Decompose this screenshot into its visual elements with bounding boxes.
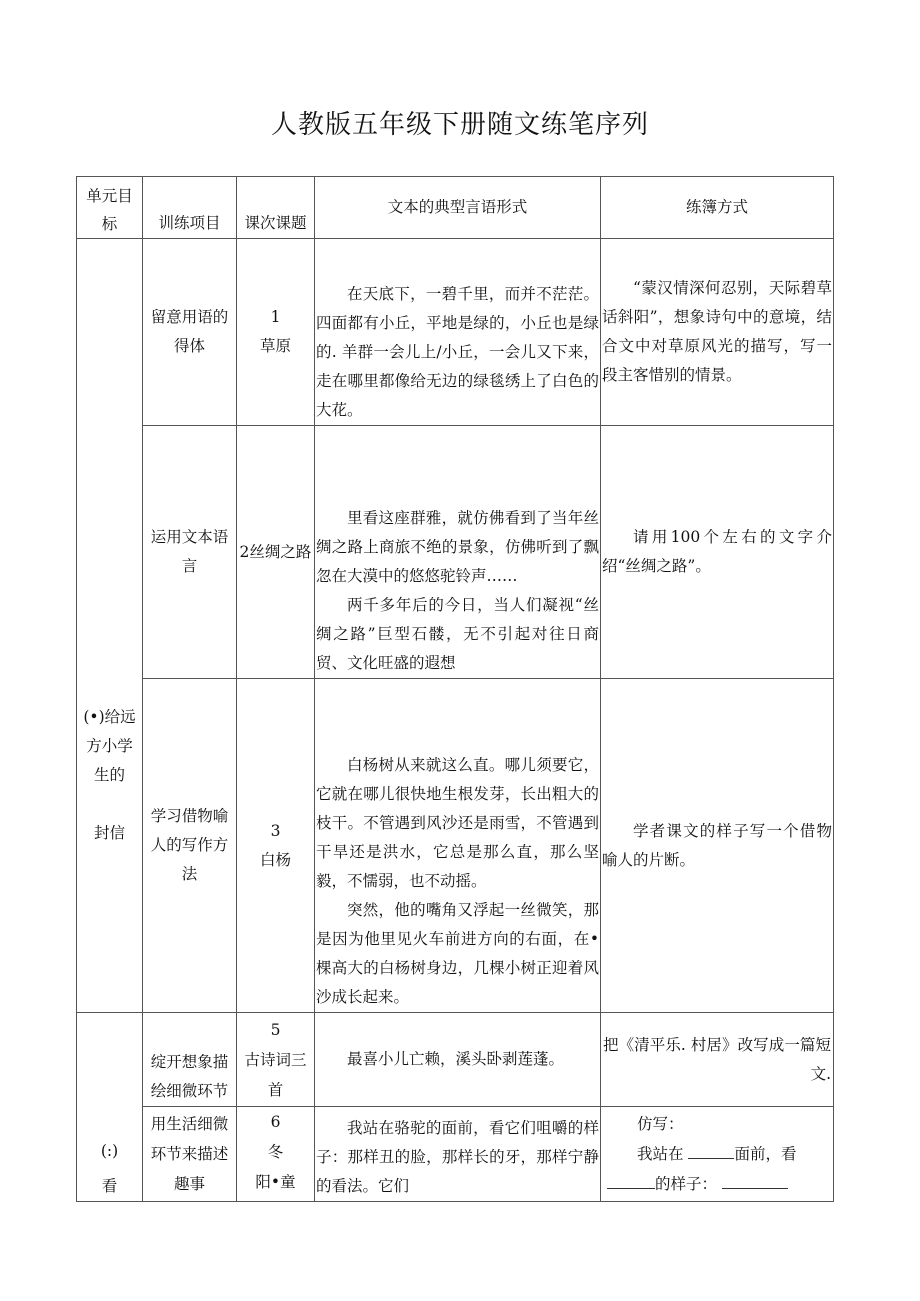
item-cell: 留意用语的得体 bbox=[143, 239, 237, 426]
unit-label: 看 bbox=[101, 1177, 118, 1195]
unit-cell bbox=[77, 1013, 143, 1202]
lesson-title: 冬 bbox=[267, 1143, 284, 1161]
table-row bbox=[77, 1013, 834, 1107]
item-cell: 运用文本语言 bbox=[143, 426, 237, 679]
lesson-title: 丝绸之路 bbox=[249, 542, 312, 561]
fill-blank[interactable] bbox=[607, 1170, 655, 1189]
table-row bbox=[77, 426, 834, 679]
lesson-title: 古诗词三首 bbox=[244, 1050, 307, 1099]
lesson-number: 6 bbox=[270, 1113, 281, 1131]
method-text: 的样子： bbox=[655, 1175, 718, 1193]
unit-label: (•)给远方小学生的 bbox=[83, 708, 136, 784]
table-row bbox=[77, 239, 834, 426]
text-paragraph: 最喜小儿亡赖，溪头卧剥莲蓬。 bbox=[347, 1050, 565, 1068]
lesson-cell bbox=[237, 1013, 315, 1107]
lesson-cell bbox=[237, 426, 315, 679]
method-cell: 请用100个左右的文字介绍“丝绸之路”。 bbox=[601, 426, 834, 679]
header-item: 训练项目 bbox=[143, 177, 237, 239]
item-cell: 用生活细微环节来描述趣事 bbox=[143, 1107, 237, 1202]
item-cell: 绽开想象描绘细微环节 bbox=[143, 1013, 237, 1107]
text-paragraph: 里看这座群雅，就仿佛看到了当年丝绸之路上商旅不绝的景象，仿佛听到了飘忽在大漠中的悠悠驼铃声…… bbox=[316, 509, 599, 585]
unit-label: 封信 bbox=[93, 824, 125, 842]
table-row bbox=[77, 679, 834, 1013]
unit-label: (:) bbox=[100, 1142, 119, 1160]
header-text: 文本的典型言语形式 bbox=[315, 177, 601, 239]
fill-blank[interactable] bbox=[688, 1140, 734, 1159]
item-cell: 学习借物喻人的写作方法 bbox=[143, 679, 237, 1013]
header-unit: 单元目标 bbox=[77, 177, 143, 239]
lesson-number: 1 bbox=[270, 308, 281, 326]
lesson-title: 白杨 bbox=[259, 850, 291, 869]
writing-practice-table bbox=[76, 176, 834, 1202]
lesson-title: 阳•童 bbox=[255, 1173, 296, 1191]
header-method: 练簿方式 bbox=[601, 177, 834, 239]
text-paragraph: 我站在骆驼的面前，看它们咀嚼的样子：那样丑的脸，那样长的牙，那样宁静的看法。它们 bbox=[316, 1119, 599, 1195]
fill-blank[interactable] bbox=[722, 1170, 788, 1189]
lesson-title: 草原 bbox=[259, 337, 291, 355]
method-text: 仿写： bbox=[637, 1115, 684, 1133]
lesson-number: 3 bbox=[270, 821, 281, 840]
method-cell bbox=[601, 1013, 834, 1107]
text-paragraph: 在天底下，一碧千里，而并不茫茫。四面都有小丘，平地是绿的，小丘也是绿的. 羊群一会儿上/小丘，一会儿又下来，走在哪里都像给无边的绿毯绣上了白色的大花。 bbox=[316, 285, 599, 419]
lesson-cell bbox=[237, 239, 315, 426]
header-row bbox=[77, 177, 834, 239]
method-cell bbox=[601, 1107, 834, 1202]
method-text: 把《清平乐. 村居》改写成一篇短文. bbox=[603, 1035, 831, 1083]
text-cell bbox=[315, 239, 601, 426]
text-cell bbox=[315, 426, 601, 679]
text-cell bbox=[315, 1107, 601, 1202]
method-text: 我站在 bbox=[637, 1145, 684, 1163]
text-paragraph: 白杨树从来就这么直。哪儿须要它，它就在哪儿很快地生根发芽，长出粗大的枝干。不管遇到风沙还是雨雪，不管遇到干旱还是洪水，它总是那么直，那么坚毅，不懦弱，也不动摇。 bbox=[316, 756, 599, 890]
lesson-cell bbox=[237, 1107, 315, 1202]
header-lesson: 课次课题 bbox=[237, 177, 315, 239]
lesson-number: 5 bbox=[270, 1020, 281, 1039]
lesson-cell bbox=[237, 679, 315, 1013]
unit-cell bbox=[77, 239, 143, 1013]
text-paragraph: 突然，他的嘴角又浮起一丝微笑，那是因为他里见火车前进方向的右面，在•棵高大的白杨树身边，几棵小树正迎着风沙成长起来。 bbox=[316, 901, 599, 1006]
method-cell: “蒙汉情深何忍别，天际碧草话斜阳”，想象诗句中的意境，结合文中对草原风光的描写，写一段主客惜别的情景。 bbox=[601, 239, 834, 426]
table-row bbox=[77, 1107, 834, 1202]
page-title: 人教版五年级下册随文练笔序列 bbox=[270, 110, 649, 140]
text-paragraph: 两千多年后的今日，当人们凝视“丝绸之路”巨型石髅，无不引起对往日商贸、文化旺盛的遐想 bbox=[316, 596, 599, 672]
method-cell: 学者课文的样子写一个借物喻人的片断。 bbox=[601, 679, 834, 1013]
text-cell bbox=[315, 679, 601, 1013]
lesson-number: 2 bbox=[239, 542, 250, 561]
text-cell bbox=[315, 1013, 601, 1107]
method-text: 面前，看 bbox=[734, 1145, 797, 1163]
